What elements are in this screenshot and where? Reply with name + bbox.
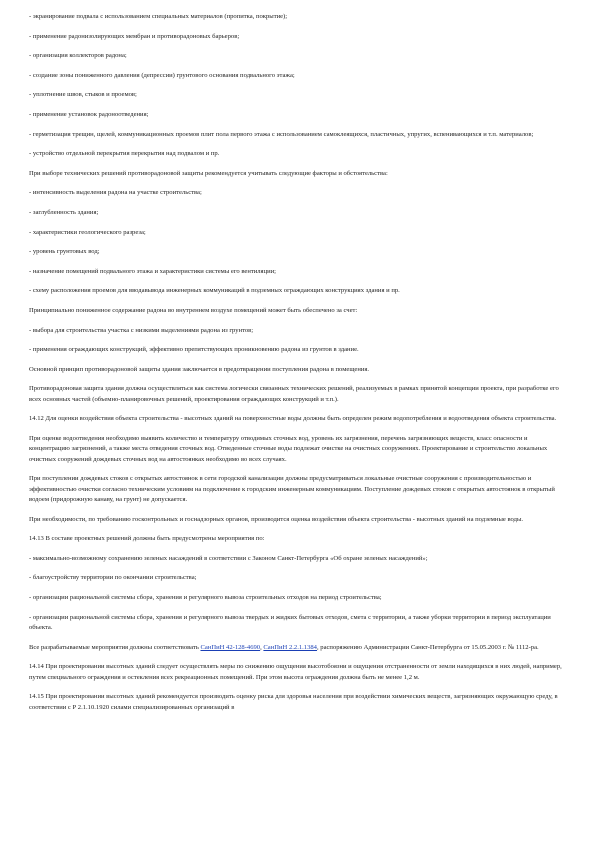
paragraph-text: Основной принцип противорадоновой защиты здания заключается в предотвращении поступления радона в помещения. [29, 365, 370, 373]
paragraph [29, 208, 567, 218]
paragraph-text: - благоустройству территории по окончании строительства; [29, 574, 197, 582]
paragraph [29, 414, 567, 424]
paragraph [29, 662, 567, 683]
paragraph-text: 14.14 При проектировании высотных зданий следует осуществлять меры по снижению ощущения высотобоязни и ощущения отстраненности от земли находящихся в них людей, например, путем специального ограждения и остекления всех рекреационных помещений. При этом высота ограждения должна быть не менее 1,2 м. [29, 663, 562, 681]
paragraph [29, 515, 567, 525]
reference-link[interactable]: СанПиН 42-128-4690 [200, 643, 261, 651]
paragraph [29, 573, 567, 583]
paragraph-text: - назначение помещений подвального этажа и характеристики системы его вентиляции; [29, 267, 277, 275]
paragraph [29, 12, 567, 22]
paragraph-text: - герметизация трещин, щелей, коммуникационных проемов плит пола первого этажа с использованием самоклеящихся, пластичных, упругих, вспенивающихся и т.п. материалов; [29, 130, 534, 138]
paragraph [29, 267, 567, 277]
paragraph-text: - организация коллекторов радона; [29, 52, 127, 60]
paragraph [29, 593, 567, 603]
paragraph-text: - устройство отдельной перекрытия перекрытия над подвалом и пр. [29, 150, 220, 158]
paragraph [29, 90, 567, 100]
paragraph [29, 71, 567, 81]
paragraph-text: - применение радонизолирующих мембран и противорадоновых барьеров; [29, 32, 240, 40]
paragraph [29, 286, 567, 296]
paragraph [29, 130, 567, 140]
paragraph [29, 434, 567, 465]
paragraph [29, 345, 567, 355]
paragraph-text: При необходимости, по требованию госконтрольных и госнадзорных органов, производится оценка воздействия объекта строительства - высотных зданий на подземные воды. [29, 515, 524, 523]
paragraph [29, 306, 567, 316]
paragraph-text: - максимально-возможному сохранению зеленых насаждений в соответствии с Законом Санкт-Петербурга «Об охране зеленых насаждений»; [29, 554, 428, 562]
paragraph-text: - схему расположения проемов для вводавывода инженерных коммуникаций в подземных ограждающих конструкциях здания и пр. [29, 287, 400, 295]
paragraph [29, 247, 567, 257]
paragraph-text: - организации рациональной системы сбора, хранения и регулярного вывоза твердых и жидких бытовых отходов, смета с территории, а также уборки территории в период эксплуатации объекта. [29, 613, 551, 632]
document-body [29, 12, 567, 722]
paragraph [29, 51, 567, 61]
paragraph-text: , распоряжению Администрации Санкт-Петербурга от 15.05.2003 г. № 1112-ра. [316, 643, 539, 651]
paragraph-text: Все разрабатываемые мероприятия должны соответствовать [29, 643, 201, 651]
paragraph-text: - интенсивность выделения радона на участке строительства; [29, 189, 202, 197]
paragraph-text: Принципиально пониженное содержание радона во внутреннем воздухе помещений может быть обеспечено за счет: [29, 306, 358, 314]
paragraph [29, 613, 567, 634]
paragraph-text: - организации рациональной системы сбора, хранения и регулярного вывоза строительных отходов на период строительства; [29, 594, 382, 602]
paragraph [29, 384, 567, 405]
paragraph [29, 365, 567, 375]
paragraph-text: - создание зоны пониженного давления (депрессии) грунтового основания подвального этажа; [29, 71, 295, 79]
paragraph [29, 554, 567, 564]
reference-link[interactable]: СанПиН 2.2.1.1384 [263, 643, 317, 651]
paragraph-text: - применения ограждающих конструкций, эффективно препятствующих проникновению радона из грунтов в здание. [29, 346, 359, 354]
paragraph [29, 110, 567, 120]
paragraph-text: - уровень грунтовых вод; [29, 248, 100, 256]
paragraph [29, 692, 567, 713]
paragraph-text: 14.15 При проектировании высотных зданий рекомендуется производить оценку риска для здоровья населения при воздействии химических веществ, загрязняющих окружающую среду, в соответствии с Р 2.1.10.1920 силами специализированных организаций в [29, 693, 558, 711]
paragraph-text: - применение установок радоноотведения; [29, 110, 149, 118]
paragraph-text: - заглубленность здания; [29, 208, 99, 216]
paragraph-text: При оценке водоотведения необходимо выявить количество и температуру отводимых сточных вод, уровень их загрязнения, перечень загрязняющих веществ, класс опасности и концентрацию загрязнений, а также места отведения сточных вод. Отведенные сточные воды подлежат очистке на очистных сооружениях. Проектирование и строительство локальных очистных сооружений дождевых сточных вод на автостоянках необходимо во всех случаях. [29, 434, 548, 463]
paragraph [29, 149, 567, 159]
paragraph [29, 228, 567, 238]
paragraph-text: - характеристики геологического разреза; [29, 228, 146, 236]
paragraph-text: 14.13 В составе проектных решений должны быть предусмотрены мероприятия по: [29, 535, 265, 543]
paragraph [29, 326, 567, 336]
paragraph-text: - экранирование подвала с использованием специальных материалов (пропитка, покрытие); [29, 13, 288, 20]
paragraph [29, 32, 567, 42]
paragraph [29, 534, 567, 544]
paragraph [29, 643, 567, 653]
paragraph-text: - уплотнение швов, стыков и проемов; [29, 91, 137, 99]
paragraph-text: 14.12 Для оценки воздействия объекта строительства - высотных зданий на поверхностные воды должны быть определен режим водопотребления и водоотведения объекта строительства. [29, 415, 557, 423]
paragraph-text: При поступлении дождевых стоков с открытых автостоянок в сети городской канализации должны предусматриваться локальные очистные сооружения с производительностью и эффективностью очистки согласно техническим условиям на подключение к городским инженерным коммуникациям. Поступление дождевых стоков с открытых автостоянок в открытый водоем (придорожную канаву, на грунт) не допускается. [29, 475, 555, 504]
paragraph-text: , [260, 643, 264, 651]
paragraph [29, 188, 567, 198]
paragraph-text: Противорадоновая защита здания должна осуществляться как система логически связанных технических решений, реализуемых в рамках принятой концепции проекта, при разработке его всех основных частей (объемно-планировочных решений, проектирования ограждающих конструкций и т.п.). [29, 385, 559, 403]
paragraph [29, 474, 567, 505]
paragraph [29, 169, 567, 179]
paragraph-text: При выборе технических решений противорадоновой защиты рекомендуется учитывать следующие факторы и обстоятельства: [29, 169, 388, 177]
paragraph-text: - выбора для строительства участка с низкими выделениями радона из грунтов; [29, 326, 254, 334]
